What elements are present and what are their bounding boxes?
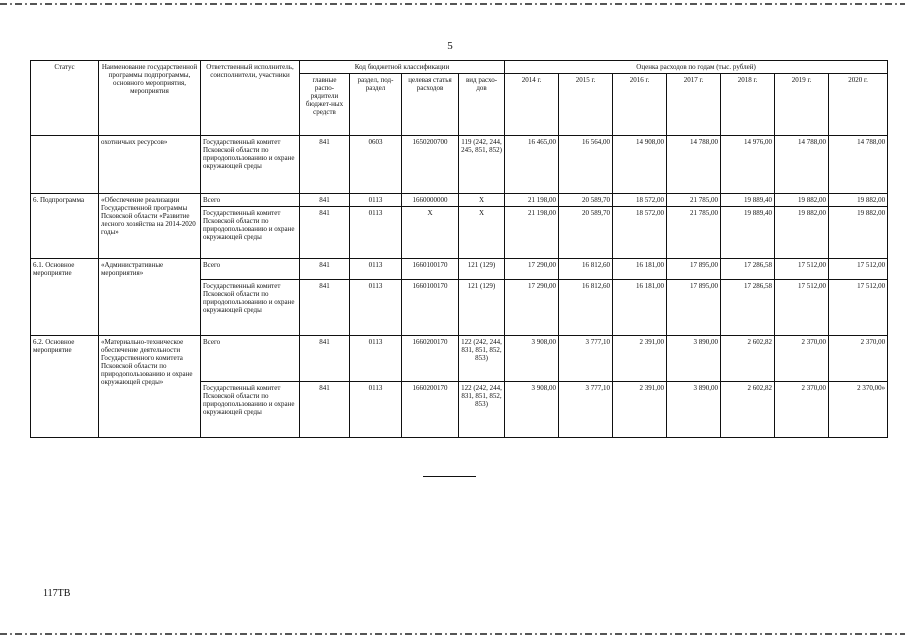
scan-edge-top bbox=[0, 3, 905, 5]
header-budget-code: Код бюджетной классификации bbox=[300, 61, 505, 74]
value-cell: 17 512,00 bbox=[775, 280, 829, 336]
header-status: Статус bbox=[31, 61, 99, 136]
value-cell: 16 812,60 bbox=[559, 280, 613, 336]
footer-code: 117ТВ bbox=[43, 588, 71, 599]
header-year: 2016 г. bbox=[613, 74, 667, 136]
value-cell: 14 908,00 bbox=[613, 136, 667, 194]
header-year: 2018 г. bbox=[721, 74, 775, 136]
kind-cell: 121 (129) bbox=[459, 280, 505, 336]
grbs-cell: 841 bbox=[300, 194, 350, 207]
executor-cell: Государственный комитет Псковской области по природопользованию и охране окружающей среды bbox=[201, 280, 300, 336]
kind-cell: Х bbox=[459, 207, 505, 259]
value-cell: 3 908,00 bbox=[505, 382, 559, 438]
value-cell: 16 812,60 bbox=[559, 259, 613, 280]
value-cell: 2 370,00 bbox=[775, 336, 829, 382]
target-cell: 1660000000 bbox=[402, 194, 459, 207]
value-cell: 2 391,00 bbox=[613, 336, 667, 382]
section-cell: 0113 bbox=[350, 382, 402, 438]
header-year: 2019 г. bbox=[775, 74, 829, 136]
kind-cell: 122 (242, 244, 831, 851, 852, 853) bbox=[459, 382, 505, 438]
value-cell: 20 589,70 bbox=[559, 194, 613, 207]
value-cell: 17 512,00 bbox=[829, 280, 888, 336]
header-row-top bbox=[31, 61, 888, 74]
table-row bbox=[31, 259, 888, 280]
value-cell: 14 976,00 bbox=[721, 136, 775, 194]
header-year: 2014 г. bbox=[505, 74, 559, 136]
executor-cell: Государственный комитет Псковской области по природопользованию и охране окружающей среды bbox=[201, 382, 300, 438]
value-cell: 14 788,00 bbox=[775, 136, 829, 194]
grbs-cell: 841 bbox=[300, 280, 350, 336]
value-cell: 17 895,00 bbox=[667, 280, 721, 336]
value-cell: 19 889,40 bbox=[721, 207, 775, 259]
value-cell: 3 777,10 bbox=[559, 336, 613, 382]
executor-cell: Всего bbox=[201, 259, 300, 280]
executor-cell: Государственный комитет Псковской области по природопользованию и охране окружающей среды bbox=[201, 207, 300, 259]
grbs-cell: 841 bbox=[300, 382, 350, 438]
header-year: 2020 г. bbox=[829, 74, 888, 136]
value-cell: 19 889,40 bbox=[721, 194, 775, 207]
value-cell: 17 290,00 bbox=[505, 259, 559, 280]
value-cell: 2 391,00 bbox=[613, 382, 667, 438]
section-cell: 0113 bbox=[350, 336, 402, 382]
section-cell: 0603 bbox=[350, 136, 402, 194]
value-cell: 3 777,10 bbox=[559, 382, 613, 438]
executor-cell: Всего bbox=[201, 194, 300, 207]
name-cell: «Административные мероприятия» bbox=[99, 259, 201, 336]
header-year: 2015 г. bbox=[559, 74, 613, 136]
header-name: Наименование государственной программы подпрограммы, основного мероприятия, мероприятия bbox=[99, 61, 201, 136]
value-cell: 3 890,00 bbox=[667, 382, 721, 438]
table-row bbox=[31, 336, 888, 382]
header-year: 2017 г. bbox=[667, 74, 721, 136]
kind-cell: 119 (242, 244, 245, 851, 852) bbox=[459, 136, 505, 194]
value-cell: 21 198,00 bbox=[505, 194, 559, 207]
name-cell: «Обеспечение реализации Государственной программы Псковской области «Развитие лесного хозяйства на 2014-2020 годы» bbox=[99, 194, 201, 259]
header-grbs: главные распо-рядители бюджет-ных средств bbox=[300, 74, 350, 136]
section-cell: 0113 bbox=[350, 194, 402, 207]
target-cell: 1660100170 bbox=[402, 259, 459, 280]
section-cell: 0113 bbox=[350, 280, 402, 336]
value-cell: 19 882,00 bbox=[829, 207, 888, 259]
value-cell: 16 181,00 bbox=[613, 280, 667, 336]
executor-cell: Всего bbox=[201, 336, 300, 382]
header-target: целевая статья расходов bbox=[402, 74, 459, 136]
kind-cell: 121 (129) bbox=[459, 259, 505, 280]
value-cell: 16 564,00 bbox=[559, 136, 613, 194]
value-cell: 2 370,00 bbox=[775, 382, 829, 438]
value-cell: 17 895,00 bbox=[667, 259, 721, 280]
target-cell: 1660100170 bbox=[402, 280, 459, 336]
value-cell: 14 788,00 bbox=[829, 136, 888, 194]
kind-cell: 122 (242, 244, 831, 851, 852, 853) bbox=[459, 336, 505, 382]
header-expenses: Оценка расходов по годам (тыс. рублей) bbox=[505, 61, 888, 74]
grbs-cell: 841 bbox=[300, 136, 350, 194]
value-cell: 14 788,00 bbox=[667, 136, 721, 194]
target-cell: Х bbox=[402, 207, 459, 259]
value-cell: 19 882,00 bbox=[775, 207, 829, 259]
section-cell: 0113 bbox=[350, 207, 402, 259]
header-section: раздел, под-раздел bbox=[350, 74, 402, 136]
table-row bbox=[31, 136, 888, 194]
name-cell: «Материально-техническое обеспечение деятельности Государственного комитета Псковской области по природопользованию и охране окружающей среды» bbox=[99, 336, 201, 438]
budget-table bbox=[30, 60, 888, 438]
value-cell: 3 908,00 bbox=[505, 336, 559, 382]
value-cell: 2 602,82 bbox=[721, 336, 775, 382]
value-cell: 20 589,70 bbox=[559, 207, 613, 259]
target-cell: 1660200170 bbox=[402, 382, 459, 438]
value-cell: 18 572,00 bbox=[613, 207, 667, 259]
value-cell: 17 286,58 bbox=[721, 259, 775, 280]
target-cell: 1660200170 bbox=[402, 336, 459, 382]
value-cell: 2 370,00» bbox=[829, 382, 888, 438]
value-cell: 21 785,00 bbox=[667, 207, 721, 259]
end-separator-line bbox=[423, 476, 476, 477]
value-cell: 2 370,00 bbox=[829, 336, 888, 382]
name-cell: охотничьих ресурсов» bbox=[99, 136, 201, 194]
grbs-cell: 841 bbox=[300, 259, 350, 280]
value-cell: 18 572,00 bbox=[613, 194, 667, 207]
value-cell: 2 602,82 bbox=[721, 382, 775, 438]
status-cell bbox=[31, 136, 99, 194]
table-row bbox=[31, 194, 888, 207]
value-cell: 16 465,00 bbox=[505, 136, 559, 194]
grbs-cell: 841 bbox=[300, 207, 350, 259]
status-cell: 6. Подпрограмма bbox=[31, 194, 99, 259]
page-number: 5 bbox=[447, 40, 453, 52]
value-cell: 17 286,58 bbox=[721, 280, 775, 336]
executor-cell: Государственный комитет Псковской области по природопользованию и охране окружающей среды bbox=[201, 136, 300, 194]
kind-cell: Х bbox=[459, 194, 505, 207]
target-cell: 1650200700 bbox=[402, 136, 459, 194]
value-cell: 19 882,00 bbox=[775, 194, 829, 207]
section-cell: 0113 bbox=[350, 259, 402, 280]
header-kind: вид расхо-дов bbox=[459, 74, 505, 136]
value-cell: 19 882,00 bbox=[829, 194, 888, 207]
grbs-cell: 841 bbox=[300, 336, 350, 382]
value-cell: 17 512,00 bbox=[775, 259, 829, 280]
status-cell: 6.2. Основное мероприятие bbox=[31, 336, 99, 438]
value-cell: 3 890,00 bbox=[667, 336, 721, 382]
value-cell: 21 198,00 bbox=[505, 207, 559, 259]
header-executor: Ответственный исполнитель, соисполнители, участники bbox=[201, 61, 300, 136]
status-cell: 6.1. Основное мероприятие bbox=[31, 259, 99, 336]
value-cell: 21 785,00 bbox=[667, 194, 721, 207]
value-cell: 17 290,00 bbox=[505, 280, 559, 336]
scan-edge-bottom bbox=[0, 633, 905, 635]
value-cell: 17 512,00 bbox=[829, 259, 888, 280]
value-cell: 16 181,00 bbox=[613, 259, 667, 280]
